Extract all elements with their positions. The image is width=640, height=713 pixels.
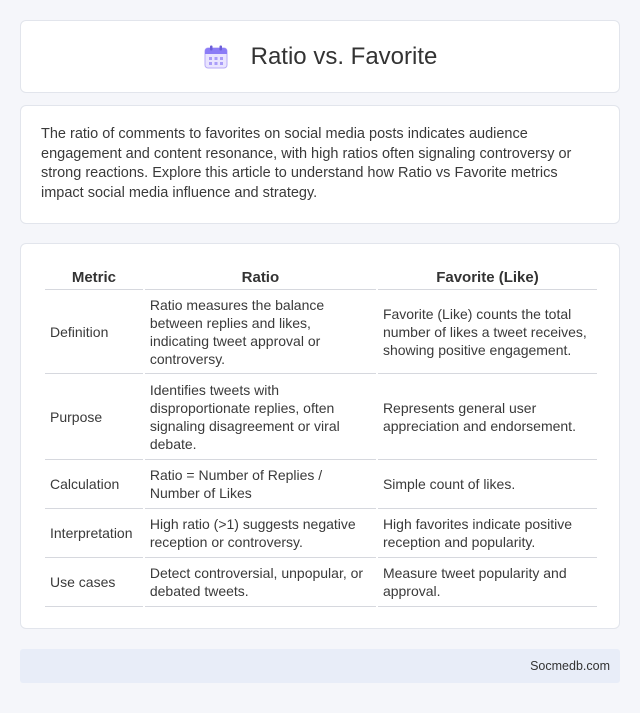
table-row	[45, 558, 597, 607]
table-row	[45, 460, 597, 509]
table-row	[45, 509, 597, 558]
metric-cell: Use cases	[45, 558, 143, 607]
favorite-cell: Simple count of likes.	[378, 460, 597, 509]
comparison-table-card	[20, 243, 620, 629]
ratio-cell: Detect controversial, unpopular, or debated tweets.	[145, 558, 376, 607]
metric-cell: Interpretation	[45, 509, 143, 558]
intro-paragraph: The ratio of comments to favorites on social media posts indicates audience engagement and content resonance, with high ratios often signaling controversy or strong reactions. Explore this article to understand how Ratio vs Favorite metrics impact social media influence and strategy.	[41, 126, 572, 201]
header-favorite: Favorite (Like)	[378, 266, 597, 290]
calendar-icon	[203, 44, 229, 70]
footer	[20, 649, 620, 683]
footer-site-name: Socmedb.com	[530, 659, 610, 673]
intro-card	[20, 105, 620, 224]
header-ratio: Ratio	[145, 266, 376, 290]
ratio-cell: Ratio measures the balance between replies and likes, indicating tweet approval or controversy.	[145, 290, 376, 374]
title-card	[20, 20, 620, 93]
favorite-cell: Measure tweet popularity and approval.	[378, 558, 597, 607]
table-header-row	[45, 266, 597, 290]
ratio-cell: Identifies tweets with disproportionate replies, often signaling disagreement or viral debate.	[145, 374, 376, 460]
header-metric: Metric	[45, 266, 143, 290]
ratio-cell: Ratio = Number of Replies / Number of Likes	[145, 460, 376, 509]
table-row	[45, 374, 597, 460]
page-title: Ratio vs. Favorite	[250, 42, 438, 70]
favorite-cell: High favorites indicate positive reception and popularity.	[378, 509, 597, 558]
metric-cell: Calculation	[45, 460, 143, 509]
metric-cell: Purpose	[45, 374, 143, 460]
favorite-cell: Represents general user appreciation and endorsement.	[378, 374, 597, 460]
metric-cell: Definition	[45, 290, 143, 374]
table-row	[45, 290, 597, 374]
comparison-table	[43, 266, 599, 607]
favorite-cell: Favorite (Like) counts the total number of likes a tweet receives, showing positive engagement.	[378, 290, 597, 374]
ratio-cell: High ratio (>1) suggests negative reception or controversy.	[145, 509, 376, 558]
